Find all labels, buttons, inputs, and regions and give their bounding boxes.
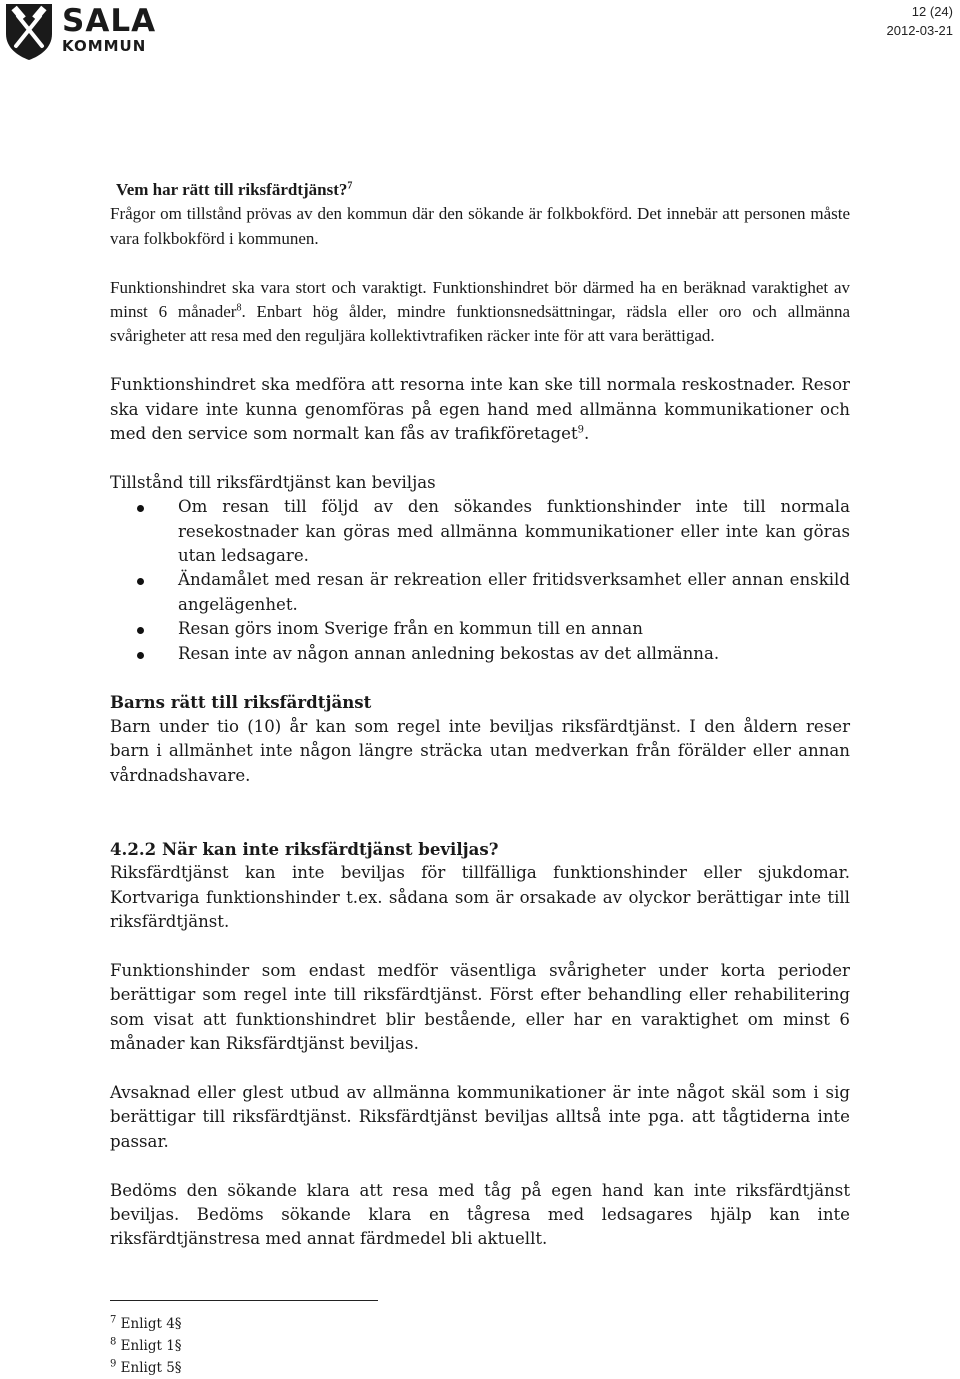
bullet-icon (137, 578, 144, 585)
paragraph: Funktionshindret ska vara stort och varaktigt. Funktionshindret bör därmed ha en beräknad varaktighet av minst 6 månader$^8$. Enbart hög ålder, mindre funktionsnedsättningar, rädsla eller oro och allmänna svårigheter att resa med den reguljära kollektivtrafiken räcker inte för att vara berättigad. (110, 277, 850, 346)
footnote: $^7$ Enligt 4§ (110, 1314, 182, 1332)
footnote-divider (110, 1300, 378, 1301)
document-body (110, 178, 850, 1252)
document-date: 2012-03-21 (886, 23, 953, 38)
page-number: 12 (24) (911, 4, 953, 19)
list-item: Resan inte av någon annan anledning bekostas av det allmänna. (110, 642, 850, 666)
section-heading-eligibility: Vem har rätt till riksfärdtjänst?$^7$ (116, 180, 353, 199)
bullet-list (110, 495, 850, 666)
footnote-ref: 7 (347, 180, 353, 192)
paragraph: Funktionshindret ska medföra att resorna inte kan ske till normala reskostnader. Resor ska vidare inte kunna genomföras på egen hand med allmänna kommunikationer och med den service som normalt kan fås av trafikföretaget$^9$. (110, 375, 850, 444)
paragraph: Riksfärdtjänst kan inte beviljas för tillfälliga funktionshinder eller sjukdomar. Kortvariga funktionshinder t.ex. sådana som är orsakade av olyckor berättigar inte till riksfärdtjänst. (110, 863, 850, 932)
paragraph: Avsaknad eller glest utbud av allmänna kommunikationer är inte något skäl som i sig berättigar till riksfärdtjänst. Riksfärdtjänst beviljas alltså inte pga. att tågtiderna inte passar. (110, 1082, 850, 1151)
list-item: Om resan till följd av den sökandes funktionshinder inte till normala resekostnader kan göras med allmänna kommunikationer eller inte kan göras utan ledsagare. (110, 495, 850, 568)
footnote: $^8$ Enligt 1§ (110, 1336, 182, 1354)
bullet-icon (137, 627, 144, 634)
section-heading-children: Barns rätt till riksfärdtjänst (110, 692, 372, 713)
footnote-ref: 9 (577, 424, 585, 436)
bullet-icon (137, 505, 144, 512)
paragraph: Frågor om tillstånd prövas av den kommun där den sökande är folkbokförd. Det innebär att personen måste vara folkbokförd i kommunen. (110, 204, 850, 248)
paragraph: Barn under tio (10) år kan som regel inte beviljas riksfärdtjänst. I den åldern reser barn i allmänhet inte någon längre sträcka utan medverkan från förälder eller annan vårdnadshavare. (110, 716, 850, 785)
paragraph: Funktionshinder som endast medför väsentliga svårigheter under korta perioder berättigar som regel inte till riksfärdtjänst. Först efter behandling eller rehabilitering som visat att funktionshindret blir bestående, eller har en varaktighet om minst 6 månader kan Riksfärdtjänst beviljas. (110, 960, 850, 1054)
list-intro: Tillstånd till riksfärdtjänst kan beviljas (110, 472, 436, 492)
list-item: Resan görs inom Sverige från en kommun till en annan (110, 617, 850, 641)
footnote-ref: 8 (236, 302, 242, 314)
page-header-info (887, 2, 954, 40)
logo-subtitle: KOMMUN (62, 37, 147, 55)
list-item: Ändamålet med resan är rekreation eller fritidsverksamhet eller annan enskild angelägenhet. (110, 568, 850, 617)
section-heading-4-2-2: 4.2.2 När kan inte riksfärdtjänst beviljas? (110, 838, 499, 859)
bullet-icon (137, 652, 144, 659)
paragraph: Bedöms den sökande klara att resa med tåg på egen hand kan inte riksfärdtjänst beviljas. Bedöms sökande klara en tågresa med ledsagares hjälp kan inte riksfärdtjänstresa med annat färdmedel bli aktuellt. (110, 1180, 850, 1249)
footnote: $^9$ Enligt 5§ (110, 1358, 182, 1376)
municipal-shield-icon (2, 2, 58, 62)
sala-kommun-logo (2, 2, 157, 58)
logo-name: SALA (62, 3, 157, 39)
footnotes (110, 1313, 182, 1379)
